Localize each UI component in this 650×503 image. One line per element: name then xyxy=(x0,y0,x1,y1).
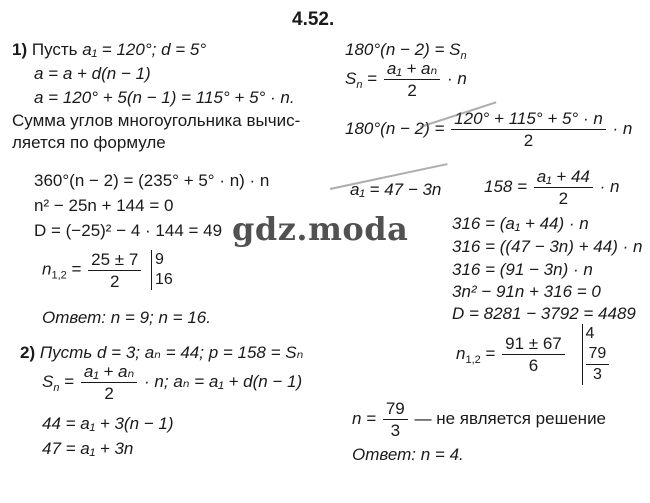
right-line1: 316 = (a₁ + 44) · n xyxy=(452,214,589,233)
right-roots-sub: 1,2 xyxy=(465,353,481,366)
right-158-den: 2 xyxy=(558,189,569,208)
right-roots-den: 6 xyxy=(528,356,539,375)
right-sn-num: a₁ + aₙ xyxy=(384,60,440,80)
part1-an-formula: a = a + d(n − 1) xyxy=(34,64,151,83)
part2-label: 2) xyxy=(20,343,36,362)
part1-roots-num: 25 ± 7 xyxy=(88,251,141,271)
right-root-2-num: 79 xyxy=(586,346,610,365)
part2-sn-lhs: S xyxy=(42,371,54,391)
part1-roots: $n_{1,2}$ = $\frac{25 \pm 7}{2}$ 9 16 xyxy=(42,249,173,291)
part1-an-substitution: a = 120° + 5(n − 1) = 115° + 5° · n. xyxy=(34,88,295,107)
part1-answer: Ответ: n = 9; n = 16. xyxy=(42,308,211,327)
right-root-2-den: 3 xyxy=(592,366,602,383)
problem-number: 4.52. xyxy=(292,9,335,30)
right-line4: 3n² − 91n + 316 = 0 xyxy=(452,282,601,301)
right-sn-den: 2 xyxy=(407,81,417,100)
right-eq-sum-text: 180°(n − 2) = S xyxy=(345,40,461,59)
part2-sn-fraction xyxy=(81,363,137,402)
right-158-tail: · n xyxy=(599,176,620,196)
right-a1-expression: a₁ = 47 − 3n xyxy=(350,180,442,199)
right-158-num: a₁ + 44 xyxy=(534,168,593,188)
part1-root-2: 16 xyxy=(155,271,173,288)
part2-given-text: Пусть d = 3; aₙ = 44; p = 158 = Sₙ xyxy=(39,343,304,362)
part1-given-intro: Пусть xyxy=(31,40,83,59)
right-roots: $n_{1,2}$ = $\frac{91 \pm 67}{6}$ 4 $\frac{79}{3}$ xyxy=(456,324,611,385)
right-sn-sub: n xyxy=(356,78,363,91)
part2-sn-sub: n xyxy=(53,381,60,394)
part1-roots-fraction xyxy=(88,251,141,290)
right-roots-values xyxy=(582,324,612,385)
right-158-lhs: 158 = xyxy=(484,176,528,196)
right-rejected-num: 79 xyxy=(383,400,408,420)
part1-roots-sub: 1,2 xyxy=(51,269,67,282)
right-sn-formula: $S_n$ = $\frac{\text{a₁ + aₙ}}{2}$ · n xyxy=(345,59,467,100)
right-sum-num: 120° + 115° + 5° · n xyxy=(451,110,606,130)
right-rejected-root xyxy=(352,400,606,439)
right-sn-fraction xyxy=(384,60,440,99)
right-158-equation xyxy=(484,168,619,207)
part2-given xyxy=(20,344,303,361)
part2-sn-formula: $S_n$ = $\frac{\text{a₁ + aₙ}}{2}$ · n; aₙ = a₁ + d(n − 1) xyxy=(42,362,303,403)
part1-roots-den: 2 xyxy=(109,271,120,291)
right-rejected-fraction xyxy=(383,400,408,439)
part1-eq2: n² − 25n + 144 = 0 xyxy=(34,196,174,215)
right-eq-sum-sub: n xyxy=(460,50,467,62)
part1-eq3: D = (−25)² − 4 · 144 = 49 xyxy=(34,221,223,240)
right-answer: Ответ: n = 4. xyxy=(352,445,464,464)
right-rejected-den: 3 xyxy=(390,421,401,440)
right-sum-fraction xyxy=(451,110,606,149)
right-roots-label: n xyxy=(456,343,466,363)
part2-eq2: 47 = a₁ + 3n xyxy=(42,439,134,458)
right-line2: 316 = ((47 − 3n) + 44) · n xyxy=(452,237,643,256)
part1-root-1: 9 xyxy=(155,251,164,268)
right-rejected-note: — не является решение xyxy=(414,408,607,428)
right-sum-lhs: 180°(n − 2) = xyxy=(345,118,445,138)
part2-eq1: 44 = a₁ + 3(n − 1) xyxy=(42,414,174,433)
part1-given xyxy=(12,41,206,58)
part1-sentence-line1: Сумма углов многоугольника вычис- xyxy=(12,111,301,130)
right-rejected-lhs: n = xyxy=(352,408,377,428)
right-sum-den: 2 xyxy=(523,131,534,150)
right-sum-tail: · n xyxy=(612,118,633,138)
right-158-fraction xyxy=(534,168,593,207)
part1-given-a1: a₁ = 120°; xyxy=(82,40,162,59)
part2-sn-den: 2 xyxy=(104,384,114,403)
part1-given-d: d = 5° xyxy=(161,40,207,59)
right-sn-lhs: S xyxy=(345,68,357,88)
right-line5: D = 8281 − 3792 = 4489 xyxy=(452,304,636,323)
right-sum-equation xyxy=(345,110,632,149)
part1-sentence-line2: ляется по формуле xyxy=(12,133,166,152)
part1-roots-label: n xyxy=(42,259,52,279)
part2-sn-tail: · n; aₙ = a₁ + d(n − 1) xyxy=(144,371,303,391)
right-root-2-fraction xyxy=(586,344,610,385)
watermark-logo: gdz.moda xyxy=(232,210,409,248)
part1-label: 1) xyxy=(12,40,28,59)
part2-sn-num: a₁ + aₙ xyxy=(81,363,137,383)
right-root-1: 4 xyxy=(585,325,595,342)
part1-roots-values xyxy=(151,250,173,290)
right-roots-fraction xyxy=(502,335,565,374)
right-line3: 316 = (91 − 3n) · n xyxy=(452,260,593,279)
right-roots-num: 91 ± 67 xyxy=(502,335,565,355)
part1-eq1: 360°(n − 2) = (235° + 5° · n) · n xyxy=(34,171,270,190)
right-sn-tail: · n xyxy=(447,68,467,88)
